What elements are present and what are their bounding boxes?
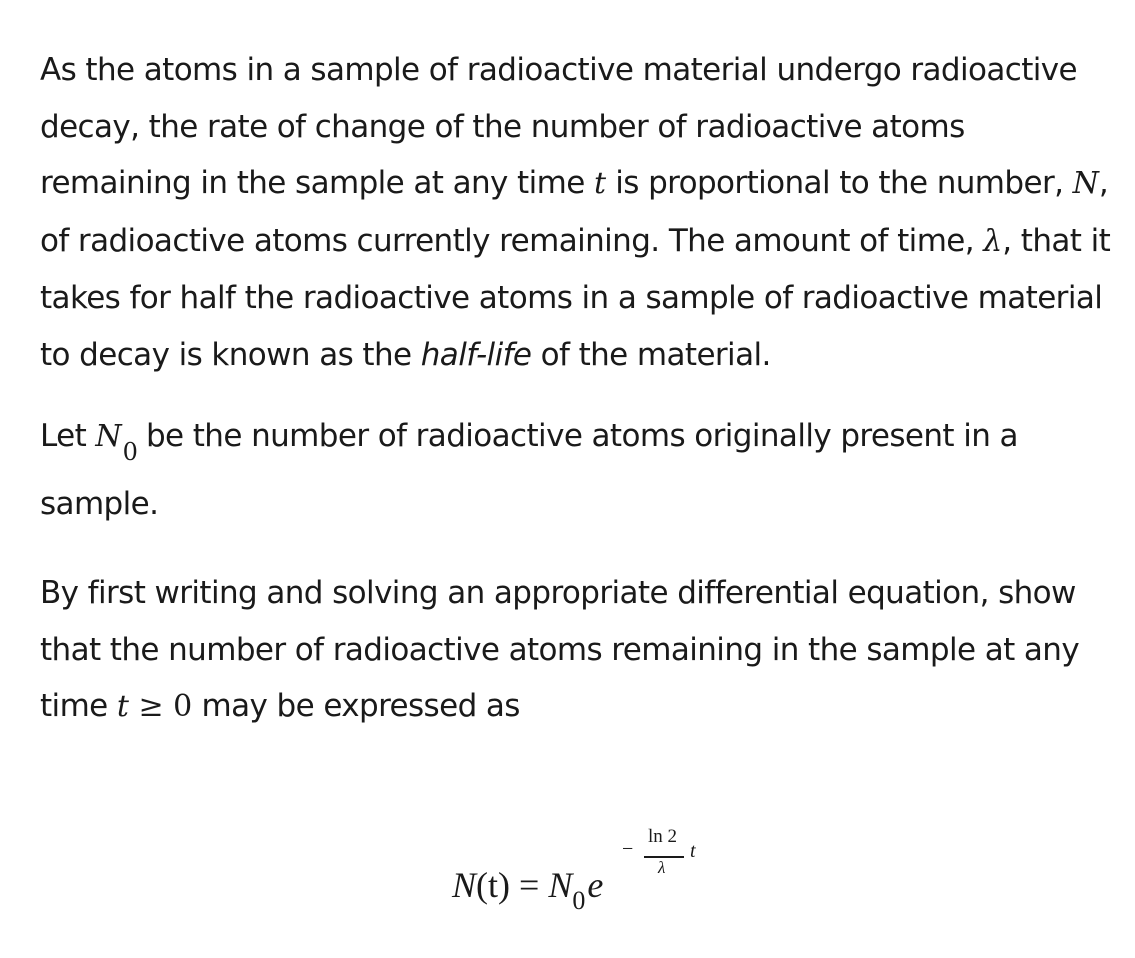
var-t: t	[593, 166, 606, 201]
eq-lhs: N	[452, 865, 477, 905]
exp-numerator: ln 2	[648, 826, 678, 847]
exp-minus: −	[622, 838, 634, 860]
eq-rhs-sub: 0	[572, 886, 586, 915]
term-half-life: half-life	[420, 336, 532, 373]
p1-text-c: , of radioactive atoms currently remaining. The amount of time,	[40, 165, 1109, 259]
eq-equals: =	[510, 865, 549, 905]
exp-denominator: λ	[658, 858, 666, 877]
var-lambda: λ	[983, 223, 1003, 259]
paragraph-task	[40, 565, 1115, 736]
eq-rhs-N: N	[548, 865, 573, 905]
problem-text	[40, 42, 1115, 736]
p3-text-b: may be expressed as	[192, 688, 520, 724]
p2-text-a: Let	[40, 418, 96, 454]
eq-base-e: e	[587, 865, 604, 905]
p3-text-a: By first writing and solving an appropriate differential equation, show that the number of radioactive atoms remaining in the sample at any time	[40, 575, 1080, 724]
eq-lhs-arg: (t)	[476, 865, 510, 905]
p1-text-a: As the atoms in a sample of radioactive material undergo radioactive decay, the rate of change of the number of radioactive atoms remaining in the sample at any time	[40, 52, 1078, 201]
paragraph-definition	[40, 403, 1115, 537]
equation-main	[452, 864, 604, 915]
var-N0-base: N	[95, 419, 122, 454]
p1-text-e: of the material.	[531, 336, 771, 373]
var-N0	[95, 419, 146, 466]
p1-text-b: is proportional to the number,	[606, 165, 1073, 201]
var-N0-subscript: 0	[122, 438, 138, 466]
exp-var-t: t	[690, 840, 696, 862]
paragraph-intro	[40, 42, 1115, 383]
var-N: N	[1072, 166, 1099, 201]
var-t-2: t	[116, 689, 129, 724]
p1-text-d: , that it takes for half the radioactive atoms in a sample of radioactive material to decay is known as the	[40, 222, 1111, 373]
p2-text-b: be the number of radioactive atoms originally present in a sample.	[40, 418, 1018, 522]
decay-equation	[452, 826, 752, 926]
equation-exponent	[622, 826, 712, 876]
inequality: ≥ 0	[128, 689, 193, 724]
